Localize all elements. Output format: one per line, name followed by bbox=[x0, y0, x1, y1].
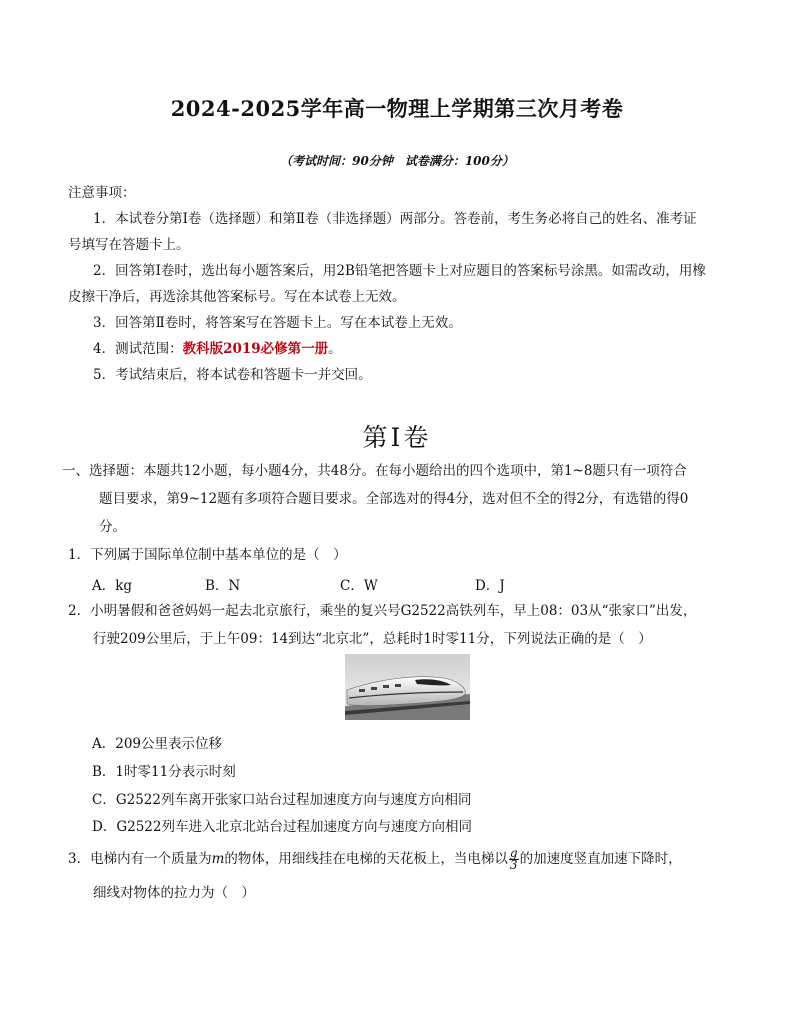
question-1-stem: 1．下列属于国际单位制中基本单位的是（ ） bbox=[68, 547, 347, 563]
question-3-text-b: 的物体，用细线挂在电梯的天花板上，当电梯以 bbox=[224, 851, 508, 867]
fraction-denominator: 3 bbox=[509, 858, 518, 872]
question-3-text-c: 的加速度竖直加速下降时， bbox=[519, 851, 682, 867]
question-2-option-b: B．1时零11分表示时刻 bbox=[92, 764, 236, 780]
question-1-option-c: C．W bbox=[340, 578, 378, 594]
notice-item-2-line-2: 皮擦干净后，再选涂其他答案标号。写在本试卷上无效。 bbox=[68, 289, 406, 305]
notice-item-4-prefix: 4．测试范围： bbox=[93, 341, 183, 357]
question-2-option-d: D．G2522列车进入北京北站台过程加速度方向与速度方向相同 bbox=[92, 819, 472, 835]
mass-variable: m bbox=[211, 851, 225, 867]
acceleration-fraction bbox=[509, 848, 519, 871]
question-3-text-a: 3．电梯内有一个质量为 bbox=[68, 851, 212, 867]
question-2-line-1: 2．小明暑假和爸爸妈妈一起去北京旅行，乘坐的复兴号G2522高铁列车，早上08：03从“张家口”出发， bbox=[68, 603, 697, 619]
part1-instructions-line-1: 一、选择题：本题共12小题，每小题4分，共48分。在每小题给出的四个选项中，第1~8题只有一项符合 bbox=[62, 463, 687, 479]
notice-item-1-line-1: 1．本试卷分第Ⅰ卷（选择题）和第Ⅱ卷（非选择题）两部分。答卷前，考生务必将自己的姓名、准考证 bbox=[93, 211, 697, 227]
notice-item-2-line-1: 2．回答第Ⅰ卷时，选出每小题答案后，用2B铅笔把答题卡上对应题目的答案标号涂黑。如需改动，用橡 bbox=[93, 263, 706, 279]
notice-item-1-line-2: 号填写在答题卡上。 bbox=[68, 237, 190, 253]
notice-item-4-suffix: 。 bbox=[328, 341, 342, 357]
notice-heading: 注意事项： bbox=[68, 185, 136, 201]
part1-instructions-line-2: 题目要求，第9~12题有多项符合题目要求。全部选对的得4分，选对但不全的得2分，有选错的得0 bbox=[99, 491, 689, 507]
question-1-option-a: A．kg bbox=[92, 578, 133, 594]
question-1-option-b: B．N bbox=[205, 578, 241, 594]
exam-title: 2024-2025学年高一物理上学期第三次月考卷 bbox=[170, 96, 624, 121]
fraction-numerator: g bbox=[509, 846, 518, 860]
question-2-option-c: C．G2522列车离开张家口站台过程加速度方向与速度方向相同 bbox=[92, 792, 472, 808]
question-3-line-2: 细线对物体的拉力为（ ） bbox=[93, 885, 255, 901]
part1-instructions-line-3: 分。 bbox=[99, 519, 126, 535]
high-speed-train-photo bbox=[345, 654, 470, 720]
notice-item-4 bbox=[93, 340, 342, 358]
test-scope-highlight: 教科版2019必修第一册 bbox=[182, 341, 329, 357]
question-2-option-a: A．209公里表示位移 bbox=[92, 736, 223, 752]
question-1-option-d: D．J bbox=[475, 578, 505, 594]
exam-subtitle: （考试时间：90分钟 试卷满分：100分） bbox=[280, 154, 514, 168]
notice-item-3: 3．回答第Ⅱ卷时，将答案写在答题卡上。写在本试卷上无效。 bbox=[93, 315, 462, 331]
question-3-line-1 bbox=[68, 848, 682, 871]
question-2-line-2: 行驶209公里后，于上午09：14到达“北京北”，总耗时1时零11分，下列说法正确的是（ ） bbox=[93, 631, 652, 647]
section-title: 第Ⅰ卷 bbox=[362, 423, 432, 452]
notice-item-5: 5．考试结束后，将本试卷和答题卡一并交回。 bbox=[93, 367, 372, 383]
